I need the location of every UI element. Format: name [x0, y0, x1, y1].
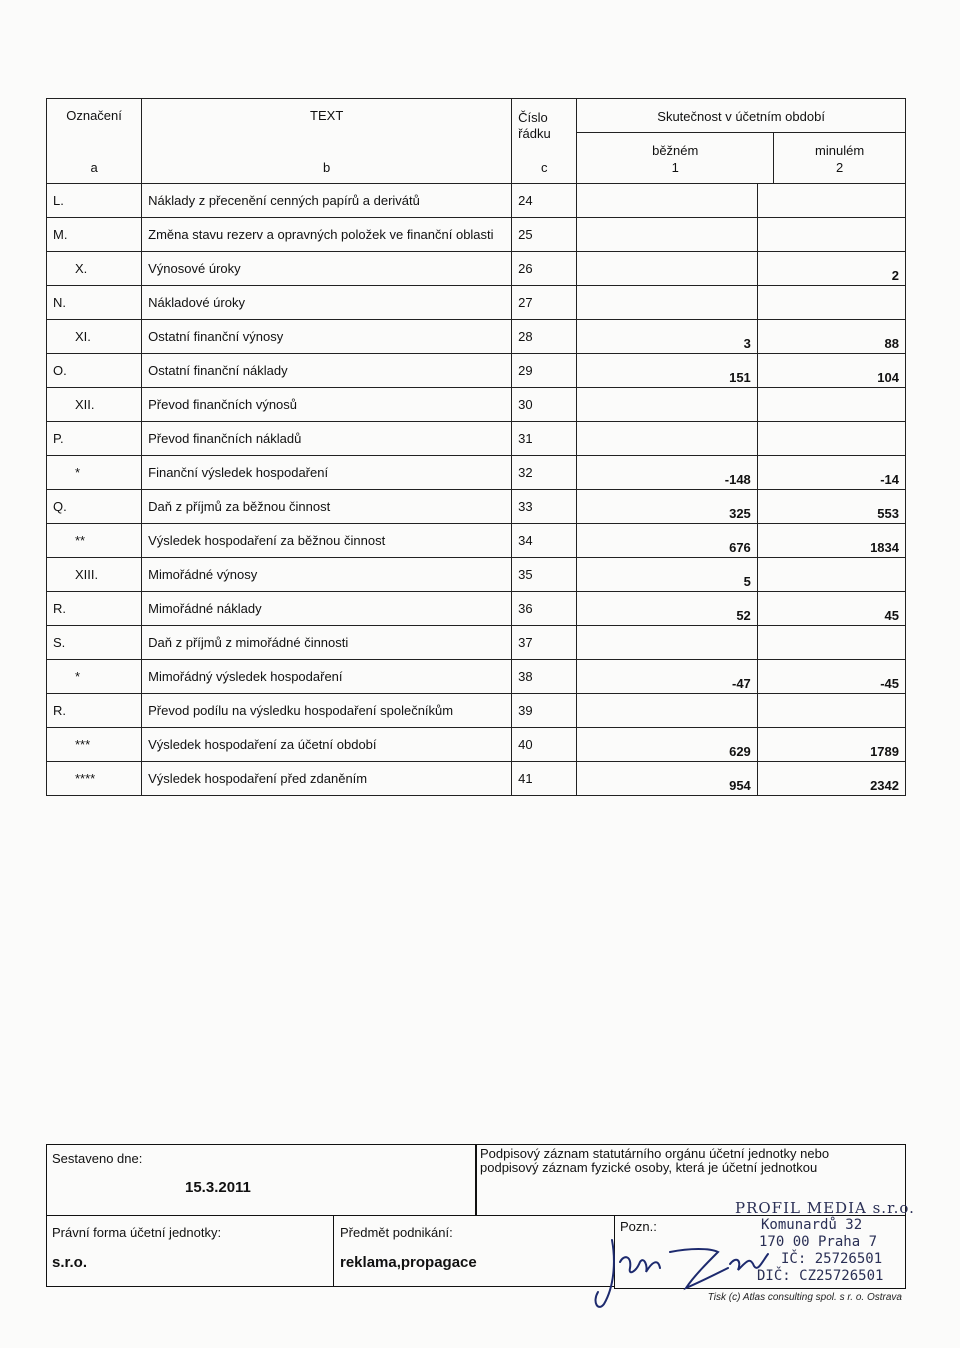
row-mark: S. [47, 626, 142, 660]
row-previous-value [757, 388, 905, 422]
table-row [47, 694, 906, 728]
row-mark: R. [47, 592, 142, 626]
row-number: 29 [512, 354, 577, 388]
row-current-value: 325 [577, 490, 758, 524]
table-row [47, 388, 906, 422]
table-row [47, 660, 906, 694]
row-mark: *** [47, 728, 142, 762]
header-current-period: běžném 1 [652, 143, 699, 175]
signature-label: Podpisový záznam statutárního orgánu účetní jednotky nebo podpisový záznam fyzické osoby, která je účetní jednotkou [480, 1146, 830, 1175]
row-previous-value: 88 [757, 320, 905, 354]
row-number: 35 [512, 558, 577, 592]
row-current-value: -47 [577, 660, 758, 694]
row-text: Výnosové úroky [142, 252, 512, 286]
row-mark: **** [47, 762, 142, 796]
row-current-value: 3 [577, 320, 758, 354]
row-current-value [577, 218, 758, 252]
row-mark: L. [47, 184, 142, 218]
row-current-value [577, 694, 758, 728]
row-text: Ostatní finanční náklady [142, 354, 512, 388]
row-number: 38 [512, 660, 577, 694]
row-current-value: -148 [577, 456, 758, 490]
row-mark: N. [47, 286, 142, 320]
row-current-value [577, 184, 758, 218]
row-mark: X. [47, 252, 142, 286]
row-number: 26 [512, 252, 577, 286]
business-box [333, 1215, 615, 1287]
row-text: Změna stavu rezerv a opravných položek ve finanční oblasti [142, 218, 512, 252]
legal-form-box [46, 1215, 334, 1287]
income-statement-table [46, 98, 906, 796]
row-mark: ** [47, 524, 142, 558]
row-number: 36 [512, 592, 577, 626]
row-number: 32 [512, 456, 577, 490]
row-previous-value: 2 [757, 252, 905, 286]
row-previous-value [757, 422, 905, 456]
row-previous-value: 1834 [757, 524, 905, 558]
header-row-number: Číslo řádku c [512, 99, 577, 184]
table-row [47, 762, 906, 796]
table-row [47, 456, 906, 490]
row-text: Převod podílu na výsledku hospodaření společníkům [142, 694, 512, 728]
row-current-value [577, 252, 758, 286]
row-previous-value: 45 [757, 592, 905, 626]
table-row [47, 558, 906, 592]
row-number: 39 [512, 694, 577, 728]
row-text: Výsledek hospodaření za účetní období [142, 728, 512, 762]
legal-form-value: s.r.o. [52, 1254, 88, 1271]
business-label: Předmět podnikání: [340, 1225, 453, 1240]
header-period: Skutečnost v účetním období běžném 1 minulém 2 [577, 99, 906, 184]
table-row [47, 354, 906, 388]
note-label: Pozn.: [620, 1219, 657, 1234]
row-previous-value: -45 [757, 660, 905, 694]
row-mark: O. [47, 354, 142, 388]
date-label: Sestaveno dne: [52, 1151, 143, 1166]
row-current-value: 954 [577, 762, 758, 796]
row-text: Převod finančních nákladů [142, 422, 512, 456]
table-row [47, 592, 906, 626]
print-note: Tisk (c) Atlas consulting spol. s r. o. Ostrava [707, 1292, 902, 1303]
table-row [47, 490, 906, 524]
row-number: 37 [512, 626, 577, 660]
row-text: Převod finančních výnosů [142, 388, 512, 422]
header-text: TEXT b [142, 99, 512, 184]
row-current-value [577, 286, 758, 320]
row-mark: Q. [47, 490, 142, 524]
row-text: Mimořádný výsledek hospodaření [142, 660, 512, 694]
row-number: 33 [512, 490, 577, 524]
row-previous-value [757, 184, 905, 218]
row-previous-value [757, 218, 905, 252]
row-current-value: 52 [577, 592, 758, 626]
legal-form-label: Právní forma účetní jednotky: [52, 1225, 222, 1240]
row-number: 41 [512, 762, 577, 796]
row-previous-value: 1789 [757, 728, 905, 762]
row-mark: XII. [47, 388, 142, 422]
business-value: reklama,propagace [340, 1254, 477, 1271]
row-mark: XIII. [47, 558, 142, 592]
row-previous-value: 2342 [757, 762, 905, 796]
row-number: 31 [512, 422, 577, 456]
table-row [47, 524, 906, 558]
row-previous-value [757, 286, 905, 320]
row-number: 40 [512, 728, 577, 762]
table-header-row [47, 99, 906, 184]
row-current-value [577, 422, 758, 456]
row-mark: * [47, 660, 142, 694]
header-previous-period: minulém 2 [773, 133, 905, 183]
row-text: Finanční výsledek hospodaření [142, 456, 512, 490]
table-row [47, 728, 906, 762]
row-previous-value [757, 694, 905, 728]
row-number: 34 [512, 524, 577, 558]
table-row [47, 252, 906, 286]
row-text: Mimořádné náklady [142, 592, 512, 626]
row-mark: P. [47, 422, 142, 456]
row-current-value: 676 [577, 524, 758, 558]
row-text: Nákladové úroky [142, 286, 512, 320]
row-previous-value [757, 558, 905, 592]
table-row [47, 184, 906, 218]
date-value: 15.3.2011 [185, 1179, 251, 1196]
row-previous-value [757, 626, 905, 660]
row-mark: XI. [47, 320, 142, 354]
company-stamp: PROFIL MEDIA s.r.o. Komunardů 32 170 00 Praha 7 IČ: 25726501 DIČ: CZ25726501 [735, 1199, 915, 1284]
table-row [47, 218, 906, 252]
row-previous-value: -14 [757, 456, 905, 490]
row-text: Výsledek hospodaření za běžnou činnost [142, 524, 512, 558]
table-row [47, 286, 906, 320]
row-text: Výsledek hospodaření před zdaněním [142, 762, 512, 796]
row-text: Ostatní finanční výnosy [142, 320, 512, 354]
row-number: 25 [512, 218, 577, 252]
row-number: 24 [512, 184, 577, 218]
table-row [47, 422, 906, 456]
row-mark: R. [47, 694, 142, 728]
row-number: 30 [512, 388, 577, 422]
row-text: Daň z příjmů z mimořádné činnosti [142, 626, 512, 660]
row-text: Mimořádné výnosy [142, 558, 512, 592]
row-text: Daň z příjmů za běžnou činnost [142, 490, 512, 524]
row-mark: * [47, 456, 142, 490]
row-current-value [577, 626, 758, 660]
row-current-value [577, 388, 758, 422]
table-row [47, 626, 906, 660]
date-box [46, 1144, 476, 1216]
row-text: Náklady z přecenění cenných papírů a derivátů [142, 184, 512, 218]
row-number: 27 [512, 286, 577, 320]
row-previous-value: 553 [757, 490, 905, 524]
row-current-value: 629 [577, 728, 758, 762]
row-number: 28 [512, 320, 577, 354]
row-mark: M. [47, 218, 142, 252]
row-current-value: 5 [577, 558, 758, 592]
row-current-value: 151 [577, 354, 758, 388]
row-previous-value: 104 [757, 354, 905, 388]
table-row [47, 320, 906, 354]
header-oznaceni: Označení a [47, 99, 142, 184]
